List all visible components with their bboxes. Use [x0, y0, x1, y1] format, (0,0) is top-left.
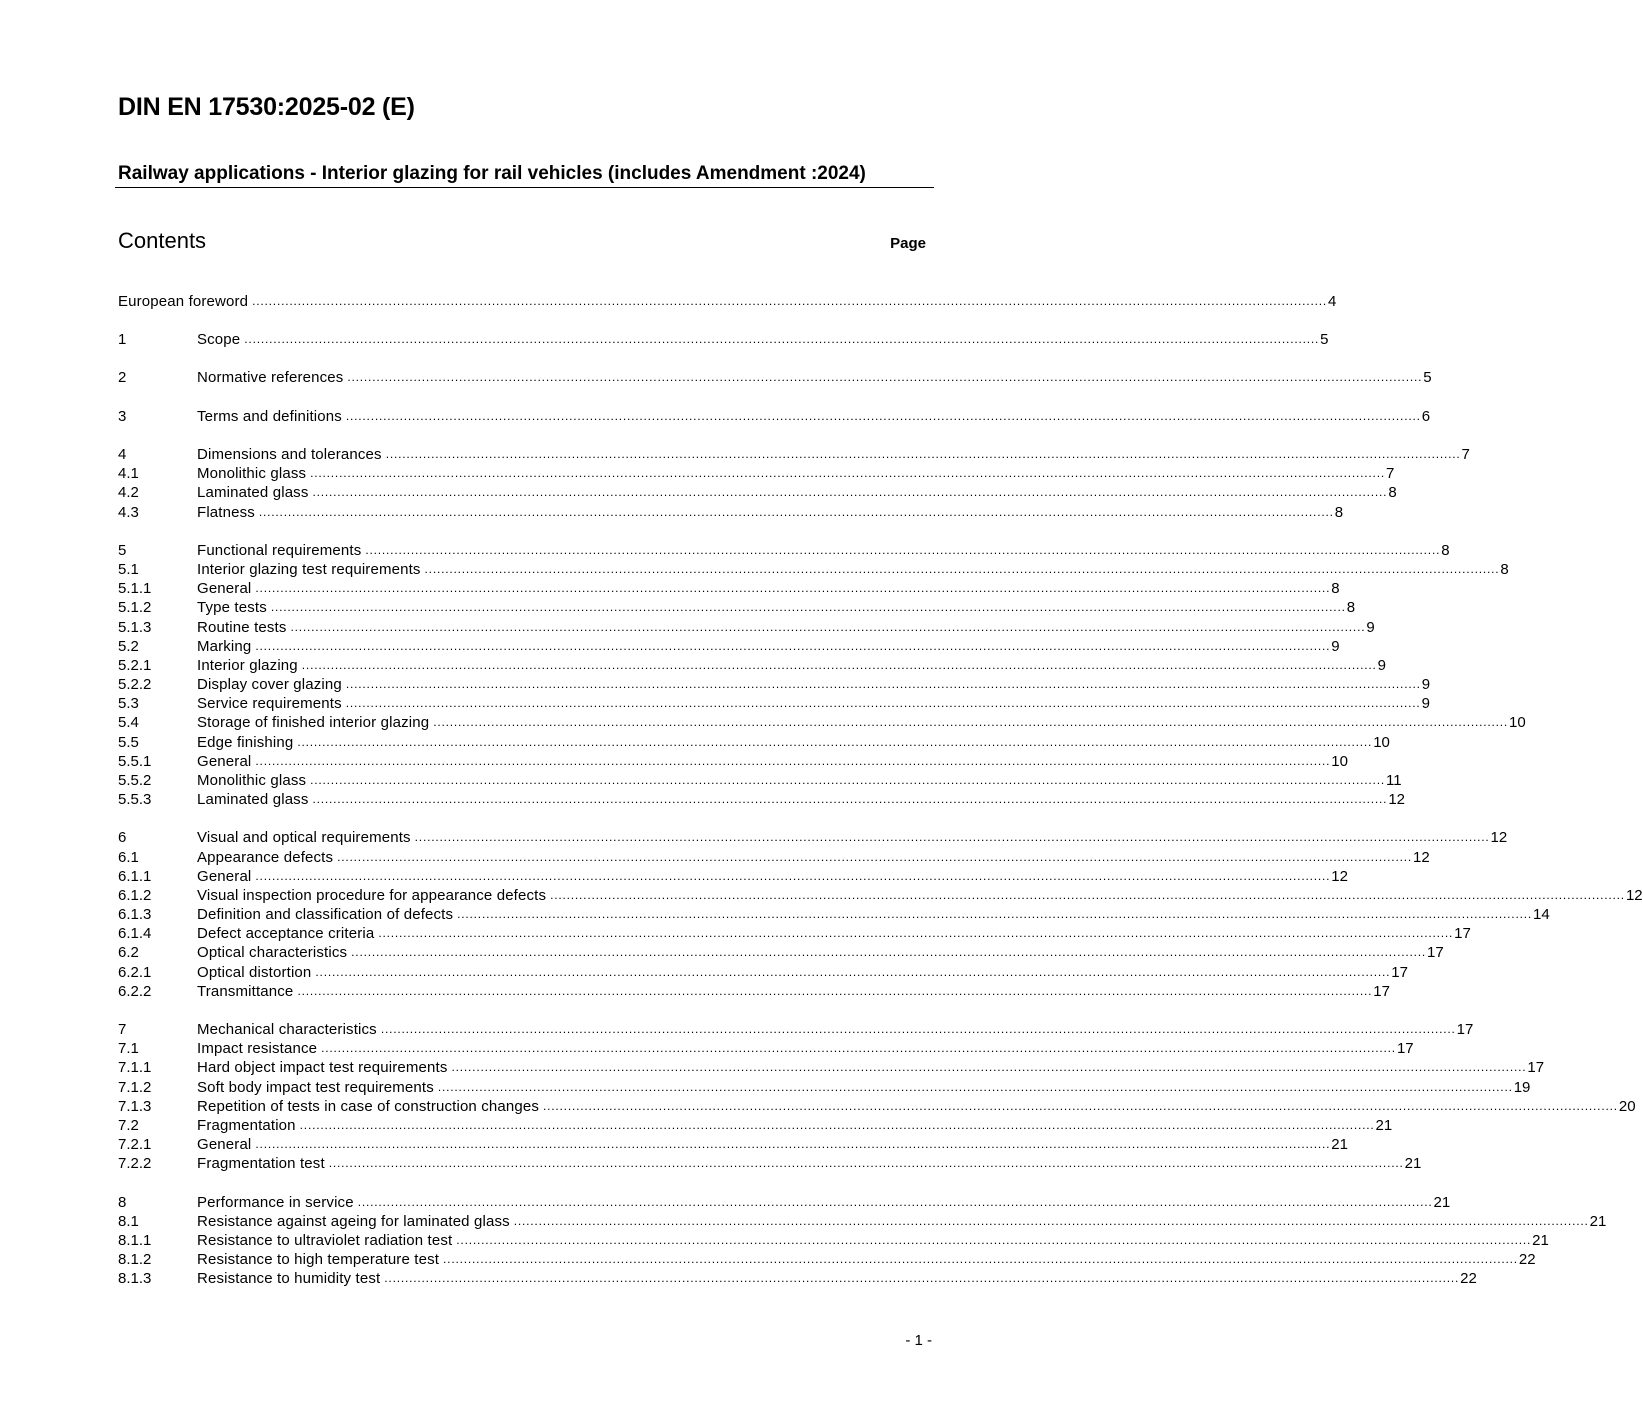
toc-entry-number: 5.3 [118, 695, 139, 712]
toc-entry-page: 21 [1404, 1155, 1422, 1172]
toc-entry[interactable] [118, 598, 1356, 617]
toc-entry-number: 5.5 [118, 734, 139, 751]
toc-entry-title: Dimensions and tolerances [197, 446, 382, 463]
toc-dot-leader: .................................................................................................................................................................................................................................................................... [255, 869, 1331, 883]
toc-entry[interactable] [118, 943, 1444, 962]
toc-entry-title: Edge finishing [197, 734, 294, 751]
toc-entry-page: 22 [1518, 1251, 1536, 1268]
toc-entry-page: 9 [1377, 657, 1386, 674]
toc-dot-leader: .................................................................................................................................................................................................................................................................... [312, 792, 1388, 806]
toc-dot-leader: .................................................................................................................................................................................................................................................................... [345, 409, 1421, 423]
toc-entry-number: 3 [118, 408, 127, 425]
toc-entry[interactable] [118, 292, 1337, 311]
toc-entry-number: 4.3 [118, 504, 139, 521]
toc-dot-leader: .................................................................................................................................................................................................................................................................... [270, 600, 1346, 614]
toc-dot-leader: .................................................................................................................................................................................................................................................................... [255, 754, 1331, 768]
toc-entry[interactable] [118, 963, 1408, 982]
toc-entry-page: 17 [1373, 983, 1390, 1000]
toc-entry-page: 21 [1589, 1213, 1607, 1230]
toc-entry-number: 5.5.1 [118, 753, 152, 770]
toc-entry-number: 5 [118, 542, 127, 559]
toc-entry[interactable] [118, 1154, 1422, 1173]
toc-entry-title: Service requirements [197, 695, 342, 712]
toc-entry-number: 2 [118, 369, 127, 386]
toc-entry-number: 7.1 [118, 1040, 139, 1057]
toc-dot-leader: .................................................................................................................................................................................................................................................................... [365, 543, 1441, 557]
toc-entry-page: 12 [1490, 829, 1508, 846]
toc-entry-title: Hard object impact test requirements [197, 1059, 448, 1076]
toc-entry-number: 5.5.3 [118, 791, 152, 808]
toc-entry-number: 8.1.2 [118, 1251, 152, 1268]
toc-entry-number: 6.1.2 [118, 887, 152, 904]
toc-entry[interactable] [118, 579, 1340, 598]
toc-entry-page: 6 [1421, 408, 1431, 425]
toc-entry[interactable] [118, 867, 1348, 886]
toc-entry-title: Routine tests [197, 619, 287, 636]
toc-dot-leader: .................................................................................................................................................................................................................................................................... [315, 965, 1391, 979]
toc-entry-title: Normative references [197, 369, 344, 386]
toc-entry-page: 4 [1327, 293, 1337, 310]
toc-entry[interactable] [118, 330, 1329, 349]
toc-entry[interactable] [118, 828, 1508, 847]
toc-entry-title: Impact resistance [197, 1040, 318, 1057]
toc-entry-page: 17 [1527, 1059, 1545, 1076]
toc-entry-title: Visual inspection procedure for appearance defects [197, 887, 547, 904]
toc-entry[interactable] [118, 771, 1402, 790]
toc-entry-title: Performance in service [197, 1194, 354, 1211]
toc-entry-number: 5.1.1 [118, 580, 152, 597]
toc-entry-page: 7 [1461, 446, 1470, 463]
toc-entry-title: General [197, 1136, 252, 1153]
toc-entry-title: Fragmentation [197, 1117, 296, 1134]
toc-entry-title: Resistance to ultraviolet radiation test [197, 1232, 453, 1249]
toc-entry-number: 7.1.2 [118, 1079, 152, 1096]
toc-entry-title: Monolithic glass [197, 465, 307, 482]
toc-entry-page: 8 [1346, 599, 1356, 616]
toc-entry[interactable] [118, 1097, 1636, 1116]
toc-entry[interactable] [118, 1250, 1536, 1269]
toc-entry-title: Transmittance [197, 983, 294, 1000]
toc-dot-leader: .................................................................................................................................................................................................................................................................... [297, 735, 1373, 749]
toc-entry-page: 17 [1391, 964, 1408, 981]
toc-entry[interactable] [118, 1269, 1477, 1288]
toc-entry-number: 4.1 [118, 465, 139, 482]
toc-entry-number: 6 [118, 829, 127, 846]
toc-entry[interactable] [118, 924, 1471, 943]
toc-entry-page: 17 [1456, 1021, 1474, 1038]
document-title: Railway applications - Interior glazing for rail vehicles (includes Amendment :2024) [115, 163, 934, 188]
toc-entry[interactable] [118, 752, 1348, 771]
toc-entry-number: 8.1.1 [118, 1232, 152, 1249]
toc-entry-page: 19 [1513, 1079, 1531, 1096]
toc-dot-leader: .................................................................................................................................................................................................................................................................... [424, 562, 1500, 576]
toc-entry-title: Interior glazing [197, 657, 298, 674]
toc-dot-leader: .................................................................................................................................................................................................................................................................... [312, 485, 1388, 499]
toc-dot-leader: .................................................................................................................................................................................................................................................................... [433, 715, 1509, 729]
toc-entry[interactable] [118, 1020, 1474, 1039]
toc-entry-page: 17 [1454, 925, 1471, 942]
toc-entry-page: 9 [1366, 619, 1375, 636]
toc-entry-page: 17 [1396, 1040, 1414, 1057]
toc-dot-leader: .................................................................................................................................................................................................................................................................... [550, 888, 1625, 902]
toc-entry-page: 10 [1509, 714, 1526, 731]
toc-entry[interactable] [118, 675, 1431, 694]
toc-dot-leader: .................................................................................................................................................................................................................................................................... [437, 1080, 1513, 1094]
toc-entry-number: 5.1.3 [118, 619, 152, 636]
toc-dot-leader: .................................................................................................................................................................................................................................................................... [357, 1195, 1433, 1209]
toc-entry[interactable] [118, 1039, 1414, 1058]
toc-dot-leader: .................................................................................................................................................................................................................................................................... [252, 294, 1327, 308]
toc-entry[interactable] [118, 905, 1550, 924]
toc-entry-number: 7.2 [118, 1117, 139, 1134]
toc-entry-title: Appearance defects [197, 849, 334, 866]
toc-entry-number: 5.2.1 [118, 657, 152, 674]
toc-dot-leader: .................................................................................................................................................................................................................................................................... [443, 1252, 1518, 1266]
toc-entry[interactable] [118, 368, 1432, 387]
toc-dot-leader: .................................................................................................................................................................................................................................................................... [351, 945, 1427, 959]
toc-entry-title: Laminated glass [197, 791, 309, 808]
toc-entry-page: 20 [1618, 1098, 1636, 1115]
toc-dot-leader: .................................................................................................................................................................................................................................................................... [380, 1022, 1456, 1036]
toc-entry[interactable] [118, 503, 1344, 522]
toc-entry-page: 9 [1421, 695, 1430, 712]
toc-entry-title: Resistance against ageing for laminated glass [197, 1213, 510, 1230]
toc-entry-page: 22 [1460, 1270, 1477, 1287]
toc-entry[interactable] [118, 464, 1395, 483]
toc-entry[interactable] [118, 733, 1390, 752]
toc-entry-page: 12 [1412, 849, 1430, 866]
toc-dot-leader: .................................................................................................................................................................................................................................................................... [310, 466, 1385, 480]
toc-dot-leader: .................................................................................................................................................................................................................................................................... [310, 773, 1385, 787]
page-column-heading: Page [890, 235, 926, 252]
toc-dot-leader: .................................................................................................................................................................................................................................................................... [456, 1233, 1532, 1247]
toc-entry-page: 21 [1433, 1194, 1451, 1211]
toc-entry-title: General [197, 753, 252, 770]
toc-entry[interactable] [118, 886, 1643, 905]
toc-entry-number: 8.1.3 [118, 1270, 152, 1287]
toc-entry-page: 9 [1331, 638, 1340, 655]
toc-entry-number: 6.1.4 [118, 925, 152, 942]
contents-heading: Contents [118, 228, 207, 253]
toc-dot-leader: .................................................................................................................................................................................................................................................................... [384, 1271, 1460, 1285]
page-number-footer: - 1 - [905, 1332, 932, 1349]
toc-entry-page: 17 [1427, 944, 1444, 961]
toc-dot-leader: .................................................................................................................................................................................................................................................................... [414, 830, 1490, 844]
toc-entry-page: 10 [1331, 753, 1348, 770]
toc-entry[interactable] [118, 713, 1526, 732]
toc-entry-title: Definition and classification of defects [197, 906, 454, 923]
toc-dot-leader: .................................................................................................................................................................................................................................................................... [290, 620, 1366, 634]
toc-entry-page: 8 [1441, 542, 1450, 559]
toc-entry-number: 6.2.2 [118, 983, 152, 1000]
toc-entry-number: 7.1.3 [118, 1098, 152, 1115]
toc-dot-leader: .................................................................................................................................................................................................................................................................... [543, 1099, 1618, 1113]
toc-dot-leader: .................................................................................................................................................................................................................................................................... [347, 370, 1423, 384]
toc-entry-page: 10 [1373, 734, 1390, 751]
toc-entry-title: General [197, 580, 252, 597]
toc-entry-page: 8 [1334, 504, 1344, 521]
toc-entry-title: Fragmentation test [197, 1155, 325, 1172]
toc-dot-leader: .................................................................................................................................................................................................................................................................... [345, 696, 1421, 710]
toc-entry-number: 5.1 [118, 561, 139, 578]
toc-entry[interactable] [118, 560, 1509, 579]
toc-entry-page: 14 [1532, 906, 1550, 923]
toc-entry-page: 5 [1320, 331, 1329, 348]
toc-entry-number: 6.1.1 [118, 868, 152, 885]
toc-entry[interactable] [118, 541, 1450, 560]
toc-entry-page: 11 [1385, 772, 1402, 789]
toc-entry[interactable] [118, 1212, 1607, 1231]
toc-dot-leader: .................................................................................................................................................................................................................................................................... [337, 850, 1412, 864]
toc-entry-page: 8 [1388, 484, 1397, 501]
toc-entry[interactable] [118, 982, 1390, 1001]
toc-dot-leader: .................................................................................................................................................................................................................................................................... [457, 907, 1532, 921]
toc-entry[interactable] [118, 656, 1386, 675]
toc-entry-title: Display cover glazing [197, 676, 342, 693]
toc-entry-page: 7 [1385, 465, 1395, 482]
toc-entry-number: 6.2.1 [118, 964, 152, 981]
toc-dot-leader: .................................................................................................................................................................................................................................................................... [451, 1060, 1527, 1074]
toc-entry-number: 7.2.2 [118, 1155, 152, 1172]
toc-dot-leader: .................................................................................................................................................................................................................................................................... [301, 658, 1377, 672]
toc-entry-title: Optical characteristics [197, 944, 348, 961]
toc-entry-title: Storage of finished interior glazing [197, 714, 430, 731]
toc-entry-number: 7 [118, 1021, 127, 1038]
toc-entry-title: General [197, 868, 252, 885]
toc-entry-title: Interior glazing test requirements [197, 561, 421, 578]
toc-dot-leader: .................................................................................................................................................................................................................................................................... [299, 1118, 1375, 1132]
toc-dot-leader: .................................................................................................................................................................................................................................................................... [255, 1137, 1331, 1151]
toc-dot-leader: .................................................................................................................................................................................................................................................................... [244, 332, 1320, 346]
toc-entry[interactable] [118, 1193, 1451, 1212]
toc-entry-page: 9 [1421, 676, 1431, 693]
toc-entry[interactable] [118, 1116, 1393, 1135]
toc-entry-number: 5.5.2 [118, 772, 152, 789]
toc-entry-number: 4.2 [118, 484, 139, 501]
toc-dot-leader: .................................................................................................................................................................................................................................................................... [255, 581, 1331, 595]
toc-entry-page: 8 [1331, 580, 1340, 597]
toc-entry-number: 5.4 [118, 714, 139, 731]
toc-entry-title: Defect acceptance criteria [197, 925, 375, 942]
toc-entry-page: 12 [1331, 868, 1348, 885]
toc-entry-number: 5.2 [118, 638, 139, 655]
toc-dot-leader: .................................................................................................................................................................................................................................................................... [328, 1156, 1404, 1170]
toc-entry[interactable] [118, 483, 1397, 502]
toc-entry[interactable] [118, 1231, 1549, 1250]
toc-entry-page: 21 [1532, 1232, 1549, 1249]
toc-entry-number: 7.1.1 [118, 1059, 152, 1076]
toc-entry-number: 7.2.1 [118, 1136, 152, 1153]
toc-dot-leader: .................................................................................................................................................................................................................................................................... [321, 1041, 1396, 1055]
toc-entry[interactable] [118, 790, 1406, 809]
toc-entry-title: Functional requirements [197, 542, 362, 559]
toc-entry-title: Soft body impact test requirements [197, 1079, 434, 1096]
toc-dot-leader: .................................................................................................................................................................................................................................................................... [297, 984, 1373, 998]
toc-entry-page: 21 [1375, 1117, 1393, 1134]
toc-entry-title: Mechanical characteristics [197, 1021, 377, 1038]
toc-entry-title: Type tests [197, 599, 267, 616]
toc-entry-page: 12 [1625, 887, 1643, 904]
toc-entry-title: Resistance to high temperature test [197, 1251, 440, 1268]
toc-dot-leader: .................................................................................................................................................................................................................................................................... [513, 1214, 1589, 1228]
toc-entry-title: Scope [197, 331, 241, 348]
toc-entry[interactable] [118, 1078, 1531, 1097]
toc-entry[interactable] [118, 848, 1430, 867]
toc-entry[interactable] [118, 445, 1470, 464]
toc-dot-leader: .................................................................................................................................................................................................................................................................... [255, 639, 1331, 653]
toc-entry-number: 8 [118, 1194, 127, 1211]
toc-entry-number: 8.1 [118, 1213, 139, 1230]
toc-entry-title: Repetition of tests in case of construction changes [197, 1098, 540, 1115]
toc-entry[interactable] [118, 694, 1430, 713]
document-id: DIN EN 17530:2025-02 (E) [118, 93, 415, 121]
toc-dot-leader: .................................................................................................................................................................................................................................................................... [258, 505, 1334, 519]
toc-entry-title: Laminated glass [197, 484, 309, 501]
toc-entry-number: 6.1.3 [118, 906, 152, 923]
toc-entry[interactable] [118, 407, 1431, 426]
toc-entry[interactable] [118, 618, 1375, 637]
toc-entry-title: Resistance to humidity test [197, 1270, 381, 1287]
toc-entry-number: 5.1.2 [118, 599, 152, 616]
toc-dot-leader: .................................................................................................................................................................................................................................................................... [345, 677, 1421, 691]
toc-entry-title: Optical distortion [197, 964, 312, 981]
toc-entry-number: 5.2.2 [118, 676, 152, 693]
toc-entry-page: 8 [1500, 561, 1509, 578]
toc-entry-title: Flatness [197, 504, 255, 521]
toc-entry[interactable] [118, 637, 1340, 656]
toc-entry-title: European foreword [118, 293, 249, 310]
toc-dot-leader: .................................................................................................................................................................................................................................................................... [378, 926, 1454, 940]
toc-entry-number: 4 [118, 446, 127, 463]
toc-entry-title: Terms and definitions [197, 408, 342, 425]
toc-dot-leader: .................................................................................................................................................................................................................................................................... [385, 447, 1461, 461]
toc-entry-number: 1 [118, 331, 127, 348]
toc-entry[interactable] [118, 1135, 1348, 1154]
toc-entry-title: Visual and optical requirements [197, 829, 411, 846]
toc-entry-number: 6.2 [118, 944, 139, 961]
toc-entry-page: 21 [1331, 1136, 1348, 1153]
toc-entry-number: 6.1 [118, 849, 139, 866]
toc-entry-title: Monolithic glass [197, 772, 307, 789]
toc-entry-title: Marking [197, 638, 252, 655]
toc-entry-page: 5 [1423, 369, 1432, 386]
toc-entry[interactable] [118, 1058, 1545, 1077]
toc-entry-page: 12 [1388, 791, 1406, 808]
